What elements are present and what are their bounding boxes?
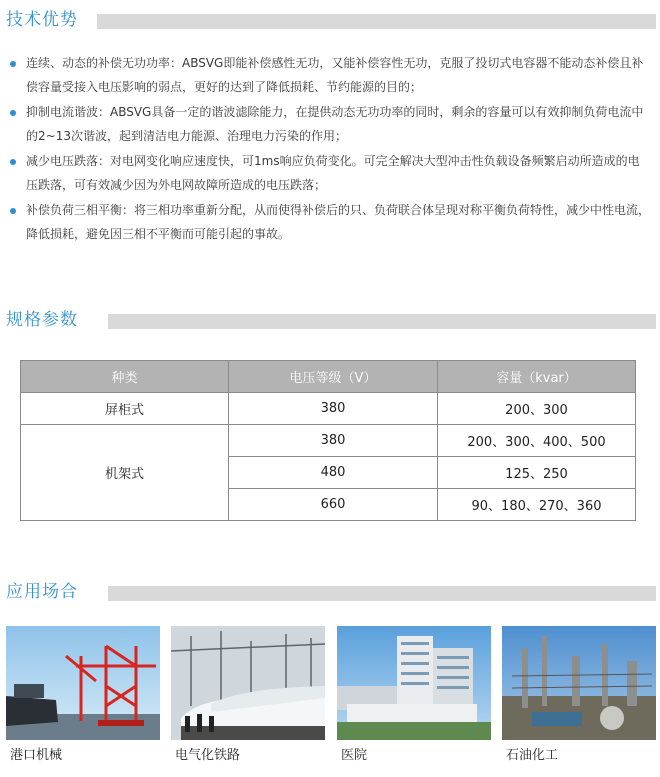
section-title: 规格参数 xyxy=(6,310,78,330)
hospital-image xyxy=(337,626,491,740)
cell-voltage: 660 xyxy=(229,489,438,521)
table-row xyxy=(21,425,636,457)
section-header-advantages xyxy=(0,8,660,32)
cell-capacity: 90、180、270、360 xyxy=(438,489,636,521)
section-title: 应用场合 xyxy=(6,582,78,602)
column-header-capacity: 容量（kvar） xyxy=(438,361,636,393)
petrochemical-plant-image xyxy=(502,626,656,740)
port-cranes-image xyxy=(6,626,160,740)
list-item-text: 连续、动态的补偿无功功率：ABSVG即能补偿感性无功，又能补偿容性无功，克服了投切式电容器不能动态补偿且补偿容量受接入电压影响的弱点，更好的达到了降低损耗、节约能源的目的； xyxy=(26,56,644,94)
column-header-voltage: 电压等级（V） xyxy=(229,361,438,393)
list-item xyxy=(10,150,650,197)
application-label: 石油化工 xyxy=(506,748,559,763)
application-card-railway xyxy=(171,626,325,763)
section-divider-bar xyxy=(97,14,656,29)
cell-capacity: 125、250 xyxy=(438,457,636,489)
application-label: 医院 xyxy=(341,748,368,763)
table-header-row xyxy=(21,361,636,393)
list-item xyxy=(10,199,650,246)
list-item xyxy=(10,101,650,148)
application-label: 电气化铁路 xyxy=(175,748,241,763)
bullet-dot-icon xyxy=(10,61,16,67)
section-header-applications xyxy=(0,580,660,604)
section-title: 技术优势 xyxy=(6,10,78,30)
cell-voltage: 380 xyxy=(229,425,438,457)
railway-image xyxy=(171,626,325,740)
table-row xyxy=(21,393,636,425)
application-label: 港口机械 xyxy=(10,748,63,763)
cell-type: 机架式 xyxy=(21,425,229,521)
section-divider-bar xyxy=(108,314,656,329)
column-header-type: 种类 xyxy=(21,361,229,393)
cell-type: 屏柜式 xyxy=(21,393,229,425)
advantages-list xyxy=(10,52,650,248)
list-item-text: 减少电压跌落：对电网变化响应速度快，可1ms响应负荷变化。可完全解决大型冲击性负载设备频繁启动所造成的电压跌落，可有效减少因为外电网故障所造成的电压跌落； xyxy=(26,154,640,192)
section-header-specs xyxy=(0,308,660,332)
spec-table xyxy=(20,360,636,521)
cell-capacity: 200、300 xyxy=(438,393,636,425)
list-item-text: 补偿负荷三相平衡：将三相功率重新分配，从而使得补偿后的只、负荷联合体呈现对称平衡负荷特性，减少中性电流，降低损耗，避免因三相不平衡而可能引起的事故。 xyxy=(26,203,651,241)
section-divider-bar xyxy=(108,586,656,601)
list-item-text: 抑制电流谐波：ABSVG具备一定的谐波滤除能力，在提供动态无功功率的同时，剩余的容量可以有效抑制负荷电流中的2~13次谐波，起到清洁电力能源、治理电力污染的作用； xyxy=(26,105,644,143)
bullet-dot-icon xyxy=(10,110,16,116)
list-item xyxy=(10,52,650,99)
cell-voltage: 480 xyxy=(229,457,438,489)
cell-capacity: 200、300、400、500 xyxy=(438,425,636,457)
cell-voltage: 380 xyxy=(229,393,438,425)
application-card-port xyxy=(6,626,160,763)
application-card-petrochemical xyxy=(502,626,656,763)
application-card-hospital xyxy=(337,626,491,763)
bullet-dot-icon xyxy=(10,208,16,214)
bullet-dot-icon xyxy=(10,159,16,165)
